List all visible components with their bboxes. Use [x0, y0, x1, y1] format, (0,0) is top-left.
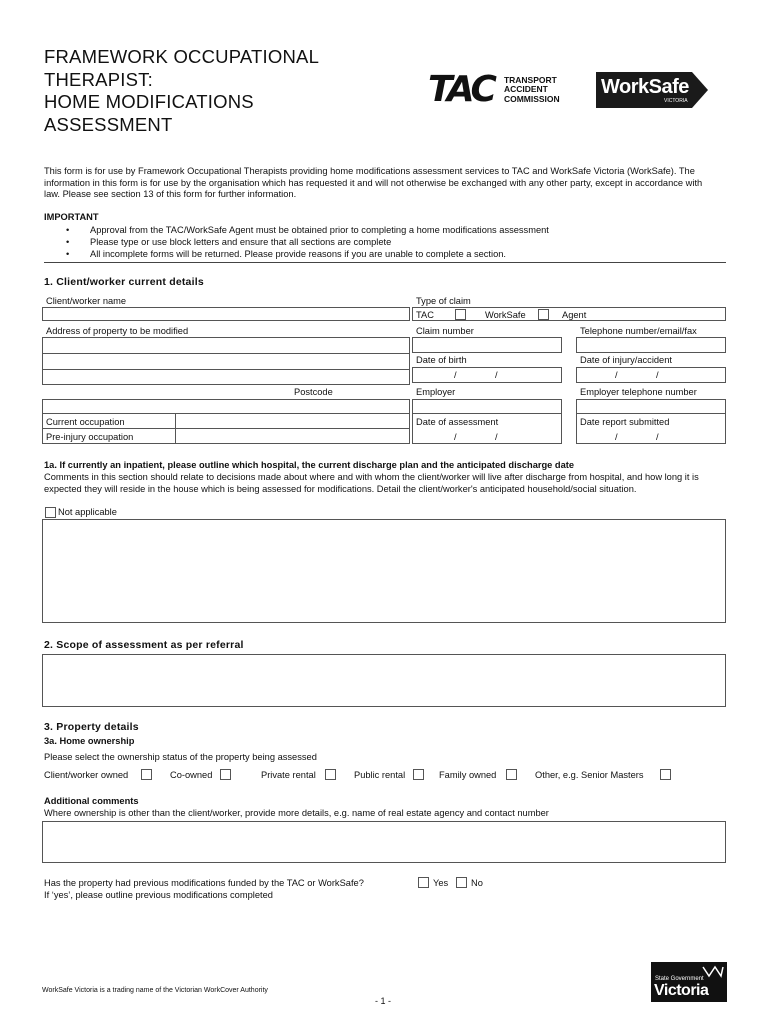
tac-option-label: TAC — [416, 310, 434, 320]
govt-name: Victoria — [654, 982, 709, 999]
scope-textarea[interactable] — [42, 654, 726, 707]
client-name-label: Client/worker name — [46, 296, 127, 306]
injury-date-separator-1: / — [615, 370, 618, 380]
address-line-3-field[interactable] — [42, 369, 410, 385]
section-2-heading: 2. Scope of assessment as per referral — [44, 639, 244, 651]
not-applicable-label: Not applicable — [58, 507, 117, 517]
previous-mods-followup: If ‘yes’, please outline previous modifications completed — [44, 890, 273, 900]
current-occupation-field[interactable] — [177, 414, 409, 427]
tac-checkbox[interactable] — [455, 309, 466, 320]
option-other-checkbox[interactable] — [660, 769, 671, 780]
title-line-4: ASSESSMENT — [44, 113, 173, 135]
tac-logo-sub-3: COMMISSION — [503, 93, 560, 104]
claim-number-label: Claim number — [416, 326, 474, 336]
title-line-3: HOME MODIFICATIONS — [44, 91, 254, 112]
worksafe-logo — [596, 70, 708, 110]
option-co-owned-label: Co-owned — [170, 770, 213, 780]
tac-logo — [428, 69, 560, 110]
injury-date-label: Date of injury/accident — [580, 355, 672, 365]
section-3-heading: 3. Property details — [44, 721, 139, 733]
option-client-owned-label: Client/worker owned — [44, 770, 129, 780]
important-heading: IMPORTANT — [44, 212, 99, 222]
dob-separator-1: / — [454, 370, 457, 380]
address-line-1-field[interactable] — [42, 337, 410, 354]
report-date-separator-1: / — [615, 432, 618, 442]
option-family-owned-label: Family owned — [439, 770, 497, 780]
assessment-date-label: Date of assessment — [416, 417, 499, 427]
option-client-owned-checkbox[interactable] — [141, 769, 152, 780]
previous-mods-no-label: No — [471, 878, 483, 888]
option-private-rental-checkbox[interactable] — [325, 769, 336, 780]
type-of-claim-label: Type of claim — [416, 296, 471, 306]
previous-mods-yes-checkbox[interactable] — [418, 877, 429, 888]
not-applicable-checkbox[interactable] — [45, 507, 56, 518]
tac-logo-sub-1: TRANSPORT — [503, 74, 557, 85]
postcode-field[interactable] — [42, 399, 410, 414]
title-line-2: THERAPIST: — [44, 68, 153, 90]
divider — [44, 262, 726, 263]
footer-note: WorkSafe Victoria is a trading name of the Victorian WorkCover Authority — [42, 987, 268, 994]
postcode-label: Postcode — [294, 387, 333, 397]
employer-phone-field[interactable] — [576, 399, 726, 414]
tac-logo-sub-2: ACCIDENT — [503, 84, 548, 95]
option-other-label: Other, e.g. Senior Masters — [535, 770, 644, 780]
employer-phone-label: Employer telephone number — [580, 387, 697, 397]
injury-date-separator-2: / — [656, 370, 659, 380]
telephone-label: Telephone number/email/fax — [580, 326, 697, 336]
dob-separator-2: / — [495, 370, 498, 380]
option-co-owned-checkbox[interactable] — [220, 769, 231, 780]
option-public-rental-label: Public rental — [354, 770, 406, 780]
injury-date-field[interactable] — [576, 367, 726, 383]
tac-logo-mark: TAC — [428, 69, 494, 110]
page-number: - 1 - — [375, 996, 392, 1006]
inpatient-details-textarea[interactable] — [42, 519, 726, 623]
pre-injury-occupation-label: Pre-injury occupation — [46, 432, 134, 442]
worksafe-logo-text: WorkSafe — [601, 76, 689, 98]
important-list — [66, 224, 549, 260]
additional-comments-heading: Additional comments — [44, 796, 139, 806]
telephone-field[interactable] — [576, 337, 726, 353]
previous-mods-no-checkbox[interactable] — [456, 877, 467, 888]
section-1a-heading: 1a. If currently an inpatient, please outline which hospital, the current discharge plan and the anticipated discharge date — [44, 460, 575, 470]
claim-number-field[interactable] — [412, 337, 562, 353]
employer-field[interactable] — [412, 399, 562, 414]
assessment-date-separator-2: / — [495, 432, 498, 442]
previous-mods-question: Has the property had previous modifications funded by the TAC or WorkSafe? — [44, 878, 364, 888]
ownership-instruction: Please select the ownership status of the property being assessed — [44, 752, 317, 762]
report-date-label: Date report submitted — [580, 417, 670, 427]
important-item-1: • Approval from the TAC/WorkSafe Agent must be obtained prior to completing a home modifications assessment — [66, 224, 549, 236]
address-line-2-field[interactable] — [42, 353, 410, 370]
section-1a-description: Comments in this section should relate to decisions made about where and with whom the client/worker will live after discharge from hospital, and how long it is expected they will reside in the house which is being assessed for modifications. Detail the client/worker's anticipated household/social situation. — [44, 472, 699, 494]
option-private-rental-label: Private rental — [261, 770, 316, 780]
worksafe-checkbox[interactable] — [538, 309, 549, 320]
important-item-3: • All incomplete forms will be returned. Please provide reasons if you are unable to complete a section. — [66, 248, 549, 260]
current-occupation-label: Current occupation — [46, 417, 125, 427]
option-public-rental-checkbox[interactable] — [413, 769, 424, 780]
agent-label: Agent — [562, 310, 587, 320]
pre-injury-occupation-field[interactable] — [177, 429, 409, 443]
govt-line: State Government — [655, 976, 704, 982]
additional-comments-text: Where ownership is other than the client/worker, provide more details, e.g. name of real estate agency and contact number — [44, 808, 549, 818]
worksafe-option-label: WorkSafe — [485, 310, 526, 320]
title-line-1: FRAMEWORK OCCUPATIONAL — [44, 46, 320, 67]
client-name-field[interactable] — [42, 307, 410, 321]
address-label: Address of property to be modified — [46, 326, 189, 336]
form-title — [44, 46, 319, 136]
victoria-govt-logo — [651, 962, 727, 1002]
employer-label: Employer — [416, 387, 456, 397]
assessment-date-separator-1: / — [454, 432, 457, 442]
dob-label: Date of birth — [416, 355, 467, 365]
section-3a-heading: 3a. Home ownership — [44, 736, 135, 746]
additional-comments-textarea[interactable] — [42, 821, 726, 863]
section-1-heading: 1. Client/worker current details — [44, 276, 204, 288]
previous-mods-yes-label: Yes — [433, 878, 449, 888]
option-family-owned-checkbox[interactable] — [506, 769, 517, 780]
intro-text: This form is for use by Framework Occupational Therapists providing home modifications assessment services to TAC and WorkSafe Victoria (WorkSafe). The information in this form is for use by the organisation which has requested it and will not otherwise be exchanged with any other party, except in accordance with law. Please see section 13 of this form for further information. — [44, 166, 703, 199]
report-date-separator-2: / — [656, 432, 659, 442]
worksafe-logo-sub: VICTORIA — [664, 98, 688, 104]
dob-field[interactable] — [412, 367, 562, 383]
important-item-2: • Please type or use block letters and ensure that all sections are complete — [66, 236, 549, 248]
